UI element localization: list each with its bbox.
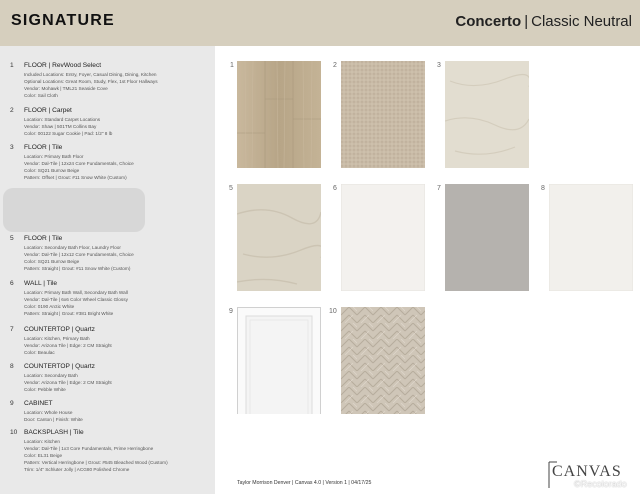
swatch-stone-tile [237, 184, 321, 291]
selection-detail: Pattern: Vertical Herringbone | Grout: #545 Bleached Wood (Custom) [24, 460, 168, 465]
redacted-area [3, 188, 145, 232]
selection-detail: Included Locations: Entry, Foyer, Casual Dining, Dining, Kitchen [24, 72, 157, 77]
swatch-quartz [549, 184, 633, 291]
selection-detail: Pattern: Offset | Grout: #11 Snow White (Custom) [24, 175, 127, 180]
selection-detail: Vendor: Dal-Tile | 1x3 Core Fundamentals, Prime Herringbone [24, 446, 154, 451]
selection-title: COUNTERTOP | Quartz [24, 363, 95, 370]
selection-detail: Optional Locations: Great Room, Study, Flex, 1st Floor Hallways [24, 79, 158, 84]
selection-list [0, 46, 215, 494]
selection-detail: Vendor: Arizona Tile | Edge: 2 CM Straight [24, 343, 112, 348]
selection-number: 2 [10, 107, 14, 114]
selection-detail: Color: EL31 Beige [24, 453, 63, 458]
brand-title: SIGNATURE [11, 12, 115, 29]
selection-title: FLOOR | Tile [24, 235, 63, 242]
selection-number: 6 [10, 280, 14, 287]
selection-title: BACKSPLASH | Tile [24, 429, 84, 436]
selection-detail: Vendor: Dal-Tile | 12x24 Core Fundamentals, Choice [24, 161, 134, 166]
swatch-quartz [445, 184, 529, 291]
swatch-number: 8 [541, 185, 545, 192]
selection-detail: Color: 0190 Arctic White [24, 304, 75, 309]
selection-number: 3 [10, 144, 14, 151]
swatch-stone-tile [445, 61, 529, 168]
canvas-logo-text: CANVAS [552, 463, 622, 480]
header-bar [0, 0, 640, 46]
swatch-carpet [341, 61, 425, 168]
selection-detail: Location: Kitchen [24, 439, 60, 444]
selection-detail: Location: Standard Carpet Locations [24, 117, 101, 122]
selection-detail: Location: Secondary Bath Floor, Laundry Floor [24, 245, 121, 250]
selection-title: COUNTERTOP | Quartz [24, 326, 95, 333]
selection-detail: Location: Primary Bath Wall, Secondary Bath Wall [24, 290, 128, 295]
selection-detail: Location: Kitchen, Primary Bath [24, 336, 90, 341]
selection-title: WALL | Tile [24, 280, 58, 287]
selection-number: 1 [10, 62, 14, 69]
swatch-number: 1 [230, 62, 234, 69]
selection-number: 8 [10, 363, 14, 370]
selection-detail: Pattern: Straight | Grout: #381 Bright White [24, 311, 114, 316]
swatch-number: 6 [333, 185, 337, 192]
selection-detail: Vendor: Dal-Tile | 6x6 Color Wheel Classic Glossy [24, 297, 128, 302]
selection-detail: Door: Canton | Finish: White [24, 417, 83, 422]
swatch-number: 2 [333, 62, 337, 69]
selection-number: 7 [10, 326, 14, 333]
swatch-glossy-tile [341, 184, 425, 291]
selection-detail: Color: SQ21 Burrow Beige [24, 259, 80, 264]
selection-detail: Color: Sail Cloth [24, 93, 58, 98]
selection-title: FLOOR | RevWood Select [24, 62, 102, 69]
selection-detail: Location: Whole House [24, 410, 73, 415]
selection-detail: Color: SQ21 Burrow Beige [24, 168, 80, 173]
selection-detail: Location: Secondary Bath [24, 373, 78, 378]
selection-detail: Location: Primary Bath Floor [24, 154, 84, 159]
collection-separator: | [524, 13, 529, 30]
collection-title [455, 13, 632, 30]
swatch-cabinet-door [237, 307, 321, 414]
collection-name: Concerto [455, 13, 522, 30]
selection-detail: Vendor: Mohawk | TML21 Seaside Cove [24, 86, 108, 91]
selection-detail: Vendor: Dal-Tile | 12x12 Core Fundamentals, Choice [24, 252, 134, 257]
swatch-number: 7 [437, 185, 441, 192]
collection-style: Classic Neutral [531, 13, 632, 30]
watermark: ©Recolorado [574, 479, 627, 489]
selection-detail: Trim: 1/4" Schluter Jolly | ACG80 Polished Chrome [24, 467, 130, 472]
selection-title: CABINET [24, 400, 53, 407]
selection-number: 9 [10, 400, 14, 407]
swatch-number: 3 [437, 62, 441, 69]
selection-detail: Pattern: Straight | Grout: #11 Snow White (Custom) [24, 266, 131, 271]
swatch-number: 10 [329, 308, 337, 315]
swatch-wood-plank [237, 61, 321, 168]
selection-number: 5 [10, 235, 14, 242]
selection-detail: Color: 00122 Sugar Cookie | Pad: 1/2" 8 lb [24, 131, 113, 136]
selection-detail: Vendor: Shaw | 501TM Collins Bay [24, 124, 97, 129]
selection-title: FLOOR | Carpet [24, 107, 72, 114]
swatch-number: 5 [229, 185, 233, 192]
selection-title: FLOOR | Tile [24, 144, 63, 151]
selection-number: 10 [10, 429, 18, 436]
swatch-number: 9 [229, 308, 233, 315]
footer-text: Taylor Morrison Denver | Canvas 4.0 | Version 1 | 04/17/25 [237, 480, 372, 486]
selection-detail: Color: Beaulac [24, 350, 55, 355]
swatch-herringbone [341, 307, 425, 414]
selection-detail: Color: Pebble White [24, 387, 66, 392]
selection-detail: Vendor: Arizona Tile | Edge: 2 CM Straight [24, 380, 112, 385]
